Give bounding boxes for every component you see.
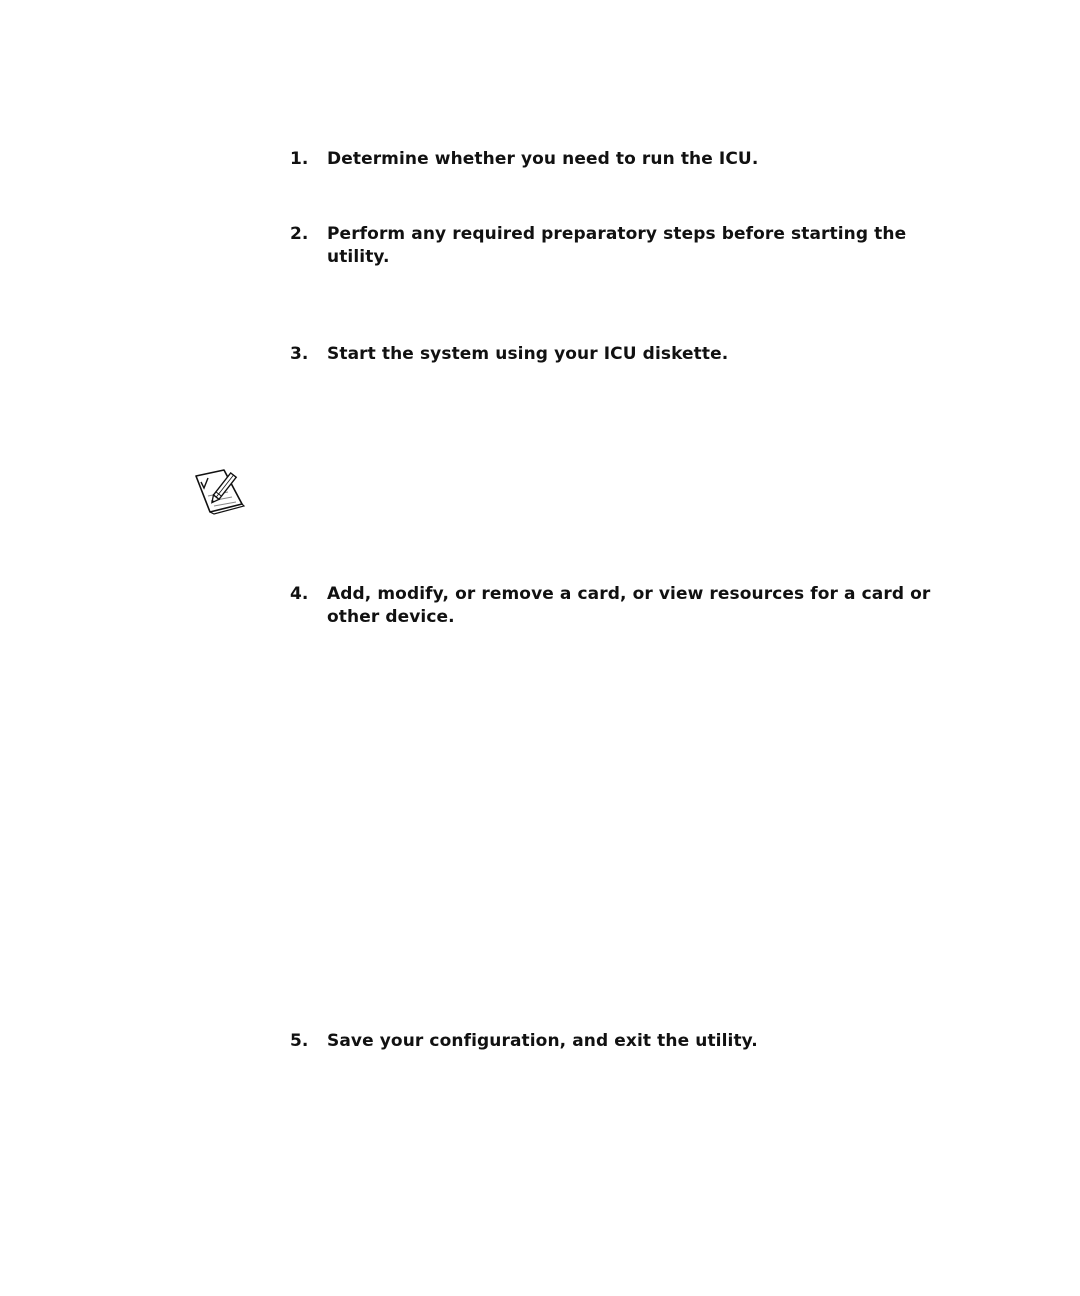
step-4-text: Add, modify, or remove a card, or view resources for a card or other device. — [327, 584, 931, 627]
step-1 — [290, 148, 960, 171]
step-2-text: Perform any required preparatory steps before starting the utility. — [327, 224, 907, 267]
step-4 — [290, 583, 960, 629]
step-2-number: 2. — [290, 224, 309, 244]
step-5-number: 5. — [290, 1031, 309, 1051]
step-5 — [290, 1030, 960, 1053]
step-3-text: Start the system using your ICU diskette. — [327, 344, 729, 364]
step-1-number: 1. — [290, 149, 309, 169]
step-2 — [290, 223, 960, 269]
step-3 — [290, 343, 960, 366]
step-3-number: 3. — [290, 344, 309, 364]
step-4-number: 4. — [290, 584, 309, 604]
note-pencil-icon — [194, 466, 246, 516]
step-1-text: Determine whether you need to run the ICU. — [327, 149, 759, 169]
step-5-text: Save your configuration, and exit the utility. — [327, 1031, 758, 1051]
